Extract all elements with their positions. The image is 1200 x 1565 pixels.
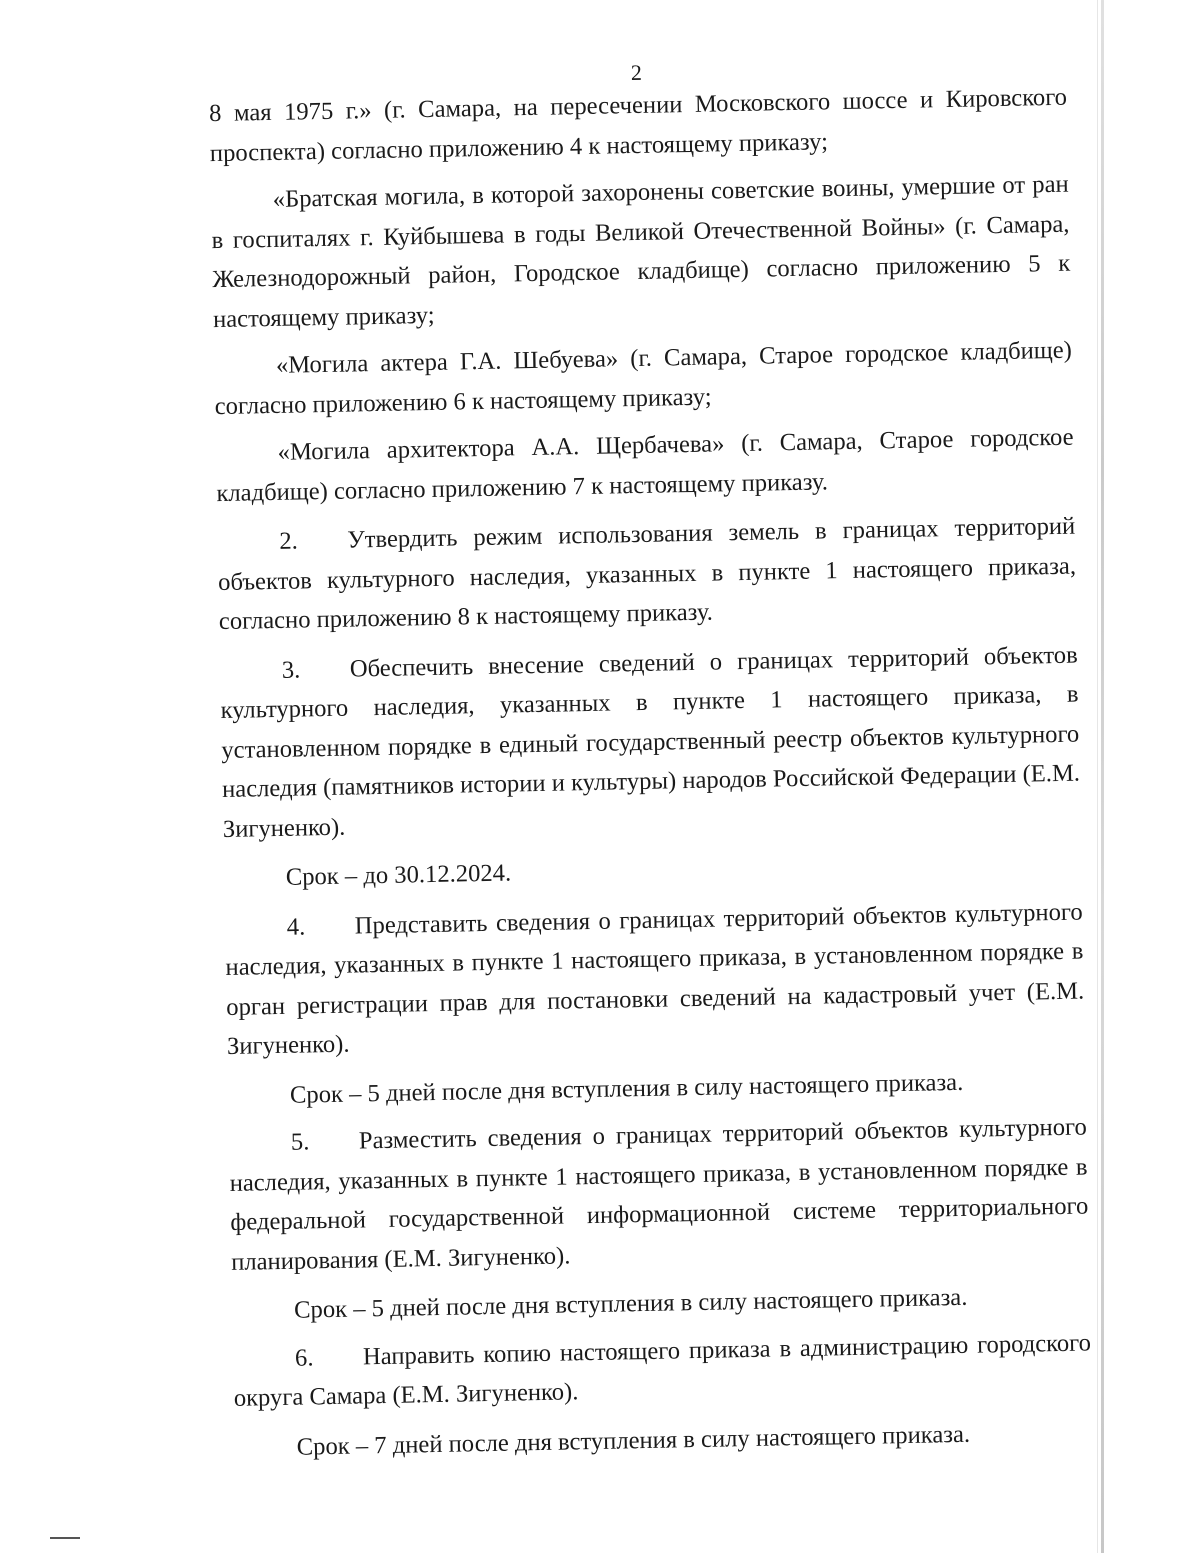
deadline-5: Срок – 5 дней после дня вступления в силу настоящего приказа. <box>293 1283 968 1324</box>
clause-text: Обеспечить внесение сведений о границах территорий объектов культурного наследия, указанных в пункте 1 настоящего приказа, в установленном порядке в единый государственный реестр объектов культурного наследия (памятников истории и культуры) народов Российской Федерации (Е.М. Зигуненко). <box>220 641 1081 843</box>
deadline-4: Срок – 5 дней после дня вступления в силу настоящего приказа. <box>289 1068 964 1109</box>
clause-2 <box>217 507 1077 642</box>
clause-number: 4. <box>286 912 306 941</box>
clause-number: 6. <box>294 1343 314 1372</box>
clause-3 <box>219 635 1081 849</box>
clause-4 <box>224 892 1085 1066</box>
clause-text: Направить копию настоящего приказа в администрацию городского округа Самара (Е.М. Зигуненко). <box>233 1328 1092 1412</box>
clause-text: Утвердить режим использования земель в границах территорий объектов культурного наследия, указанных в пункте 1 настоящего приказа, согласно приложению 8 к настоящему приказу. <box>217 512 1077 636</box>
paragraph-object-scherbachev: «Могила архитектора А.А. Щербачева» (г. Самара, Старое городское кладбище) согласно приложению 7 к настоящему приказу. <box>216 423 1074 507</box>
paragraph-object-shebuev: «Могила актера Г.А. Шебуева» (г. Самара, Старое городское кладбище) согласно приложению 6 к настоящему приказу; <box>214 336 1073 420</box>
deadline-3: Срок – до 30.12.2024. <box>285 859 512 891</box>
paragraph-object-bratskaya-mogila: «Братская могила, в которой захоронены советские воины, умершие от ран в госпиталях г. Куйбышева в годы Великой Отечественной Войны» (г. Самара, Железнодорожный район, Городское кладбище) согласно приложению 5 к настоящему приказу; <box>211 170 1071 333</box>
clause-5 <box>229 1107 1090 1281</box>
page-number: 2 <box>630 59 643 86</box>
paragraph-continuation: 8 мая 1975 г.» (г. Самара, на пересечении Московского шоссе и Кировского проспекта) согласно приложению 4 к настоящему приказу; <box>208 83 1068 167</box>
clause-text: Разместить сведения о границах территорий объектов культурного наследия, указанных в пункте 1 настоящего приказа, в установленном порядке в федеральной государственной информационной системе территориального планирования (Е.М. Зигуненко). <box>229 1113 1089 1276</box>
document-body <box>209 78 1093 1468</box>
deadline-6: Срок – 7 дней после дня вступления в силу настоящего приказа. <box>296 1420 971 1461</box>
clause-number: 2. <box>279 527 299 555</box>
clause-text: Представить сведения о границах территорий объектов культурного наследия, указанных в пункте 1 настоящего приказа, в установленном порядке в орган регистрации прав для постановки сведений на кадастровый учет (Е.М. Зигуненко). <box>225 898 1085 1060</box>
clause-number: 3. <box>281 656 301 684</box>
clause-6 <box>233 1323 1092 1418</box>
clause-number: 5. <box>290 1128 310 1156</box>
